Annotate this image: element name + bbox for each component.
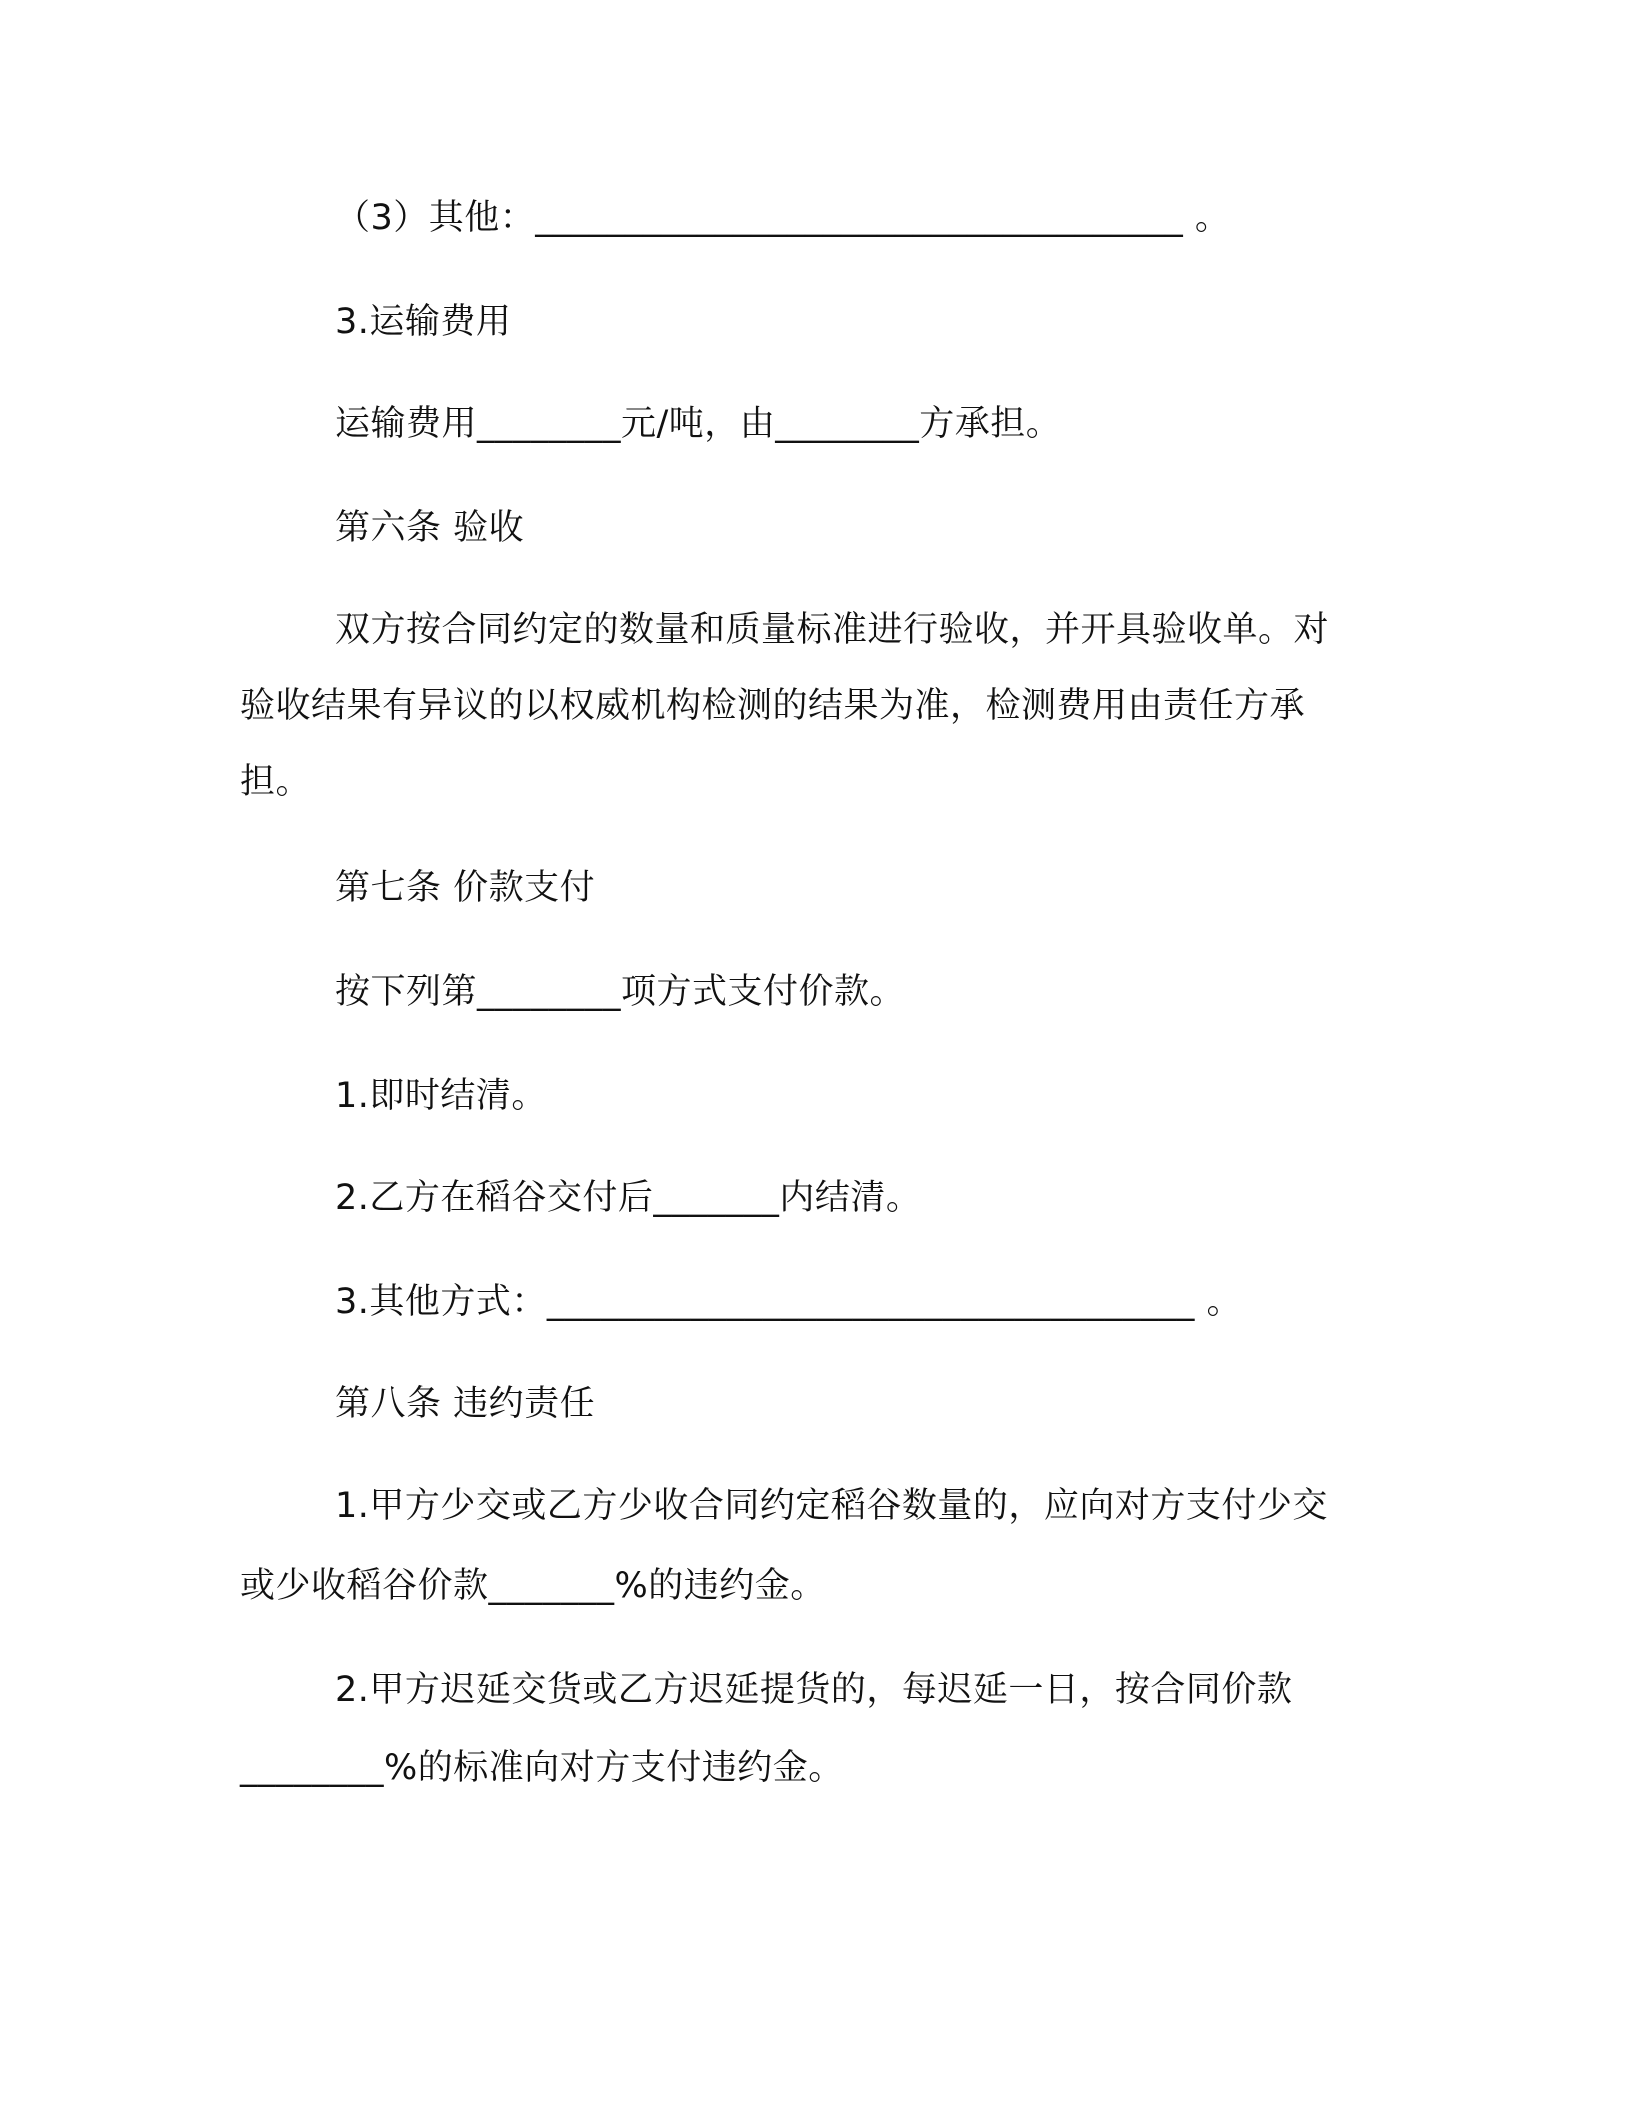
liability-clause-1-line-1: 1.甲方少交或乙方少收合同约定稻谷数量的，应向对方支付少交 (335, 1486, 1328, 1526)
acceptance-paragraph-line-3: 担。 (240, 762, 312, 802)
payment-option-1: 1.即时结清。 (335, 1076, 547, 1116)
acceptance-paragraph-line-1: 双方按合同约定的数量和质量标准进行验收，并开具验收单。对 (335, 610, 1330, 650)
article-eight-heading: 第八条 违约责任 (335, 1384, 596, 1424)
clause-other-item: （3）其他：____________________________________ 。 (335, 198, 1231, 238)
acceptance-paragraph-line-2: 验收结果有异议的以权威机构检测的结果为准，检测费用由责任方承 (240, 686, 1306, 726)
transport-cost-heading: 3.运输费用 (335, 302, 512, 342)
liability-clause-2-line-1: 2.甲方迟延交货或乙方迟延提货的，每迟延一日，按合同价款 (335, 1670, 1293, 1710)
liability-clause-1-line-2: 或少收稻谷价款_______%的违约金。 (240, 1566, 826, 1606)
liability-clause-2-line-2: ________%的标准向对方支付违约金。 (240, 1748, 844, 1788)
payment-method-text: 按下列第________项方式支付价款。 (335, 972, 906, 1012)
payment-option-2: 2.乙方在稻谷交付后_______内结清。 (335, 1178, 922, 1218)
article-six-heading: 第六条 验收 (335, 508, 525, 548)
article-seven-heading: 第七条 价款支付 (335, 868, 596, 908)
payment-option-3: 3.其他方式：____________________________________ 。 (335, 1282, 1243, 1322)
transport-cost-text: 运输费用________元/吨，由________方承担。 (335, 404, 1062, 444)
